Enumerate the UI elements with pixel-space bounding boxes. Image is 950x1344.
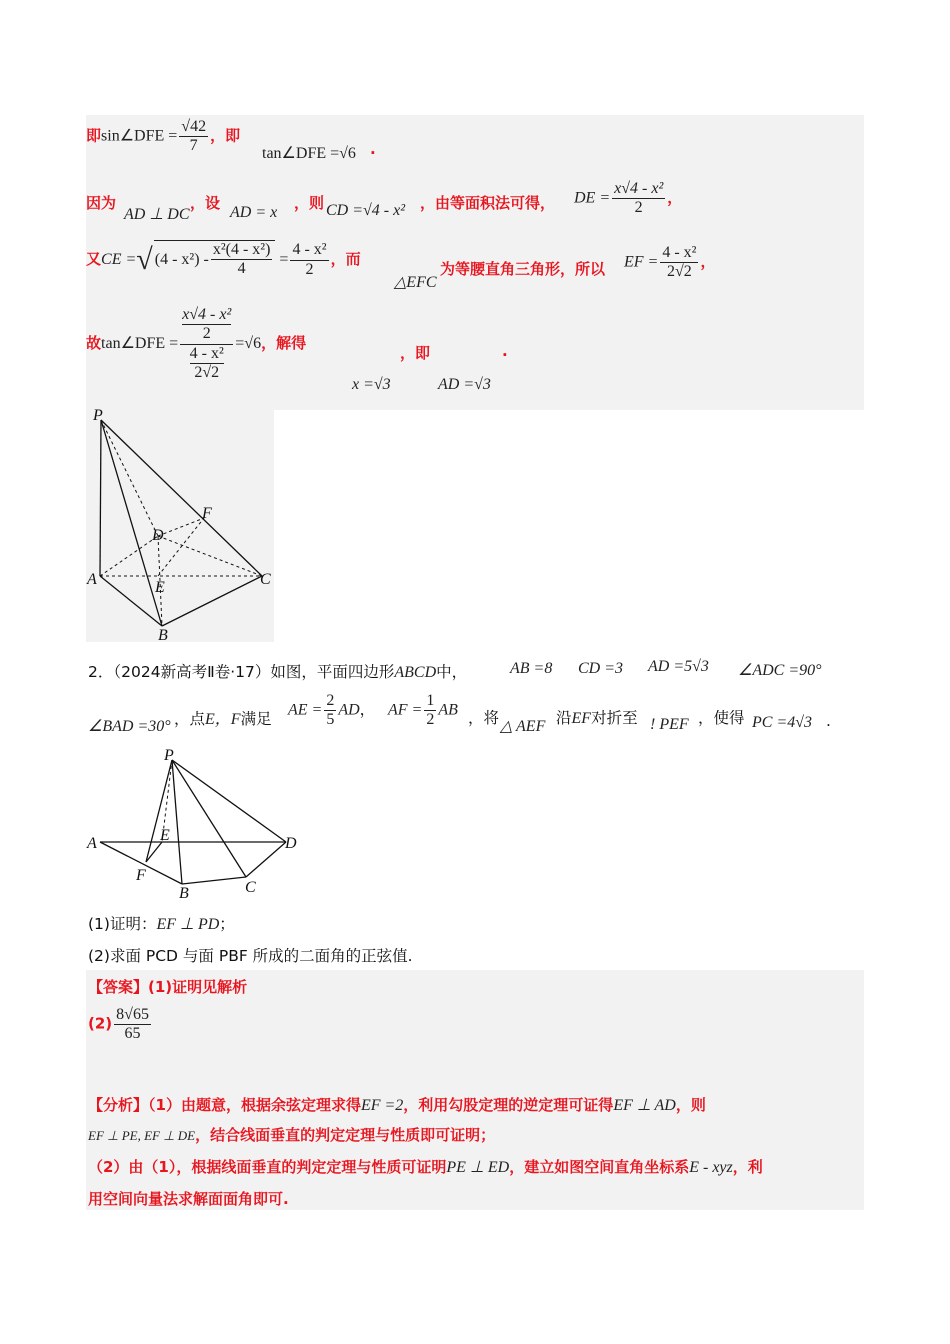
sin-fraction: $\frac{√42}{7}$ bbox=[181, 118, 207, 155]
tan-expression: tan∠DFE =√6 bbox=[262, 145, 356, 162]
label-c: C bbox=[260, 571, 271, 588]
label-a: A bbox=[87, 571, 97, 588]
label-p2: P bbox=[164, 747, 174, 764]
pyramid-figure-1 bbox=[86, 408, 274, 642]
edge-pb bbox=[101, 420, 162, 626]
solution-line-4: 故tan∠DFE = x√4 - x² 2 4 - x² 2√2 =√6，解得 bbox=[86, 306, 307, 382]
label-e2: E bbox=[160, 827, 170, 844]
solution-line-1: 即sin∠DFE = $\frac{√42}{7}$ ，即 bbox=[86, 118, 241, 155]
edge-ab bbox=[100, 576, 162, 626]
label-c2: C bbox=[245, 879, 256, 896]
edge-ad bbox=[100, 536, 158, 576]
edge-pb bbox=[172, 760, 182, 884]
question-2: (2)求面 PCD 与面 PBF 所成的二面角的正弦值. bbox=[88, 947, 413, 965]
edge-bc bbox=[162, 576, 262, 626]
label-e: E bbox=[155, 579, 165, 596]
solution-line-3: 又CE =√ (4 - x²) - $\frac{\text{x²(4 - x²)}}{4}$ = $\frac{\text{4 - x²}}{2}$ ，而 bbox=[86, 241, 361, 278]
label-d: D bbox=[152, 527, 164, 544]
label-a2: A bbox=[87, 835, 97, 852]
edge-pd bbox=[101, 420, 158, 536]
question-1: (1)证明：EF ⊥ PD； bbox=[88, 915, 235, 933]
label-b: B bbox=[158, 627, 168, 642]
pyramid-diagram-1 bbox=[86, 408, 274, 642]
label-f2: F bbox=[136, 867, 146, 884]
edge-pd bbox=[172, 760, 286, 842]
folded-figure-2 bbox=[86, 744, 316, 904]
label-b2: B bbox=[179, 885, 189, 902]
analysis-line-4: 用空间向量法求解面面角即可. bbox=[88, 1190, 289, 1208]
edge-pa bbox=[100, 420, 101, 576]
label-p: P bbox=[93, 408, 103, 424]
answer-part-2: (2) $\frac{8√65}{65}$ bbox=[88, 1006, 149, 1043]
analysis-line-2: EF ⊥ PE, EF ⊥ DE，结合线面垂直的判定定理与性质即可证明； bbox=[88, 1126, 496, 1144]
analysis-line-3: （2）由（1），根据线面垂直的判定定理与性质可证明PE ⊥ ED，建立如图空间直角坐标系E - xyz，利 bbox=[88, 1158, 763, 1176]
de-fraction: $\frac{\text{x√4 - x²}}{2}$ bbox=[614, 180, 664, 217]
answer-title: 【答案】(1)证明见解析 bbox=[88, 978, 248, 996]
folded-diagram bbox=[86, 744, 316, 904]
edge-pc bbox=[101, 420, 262, 576]
edge-cd bbox=[246, 842, 286, 877]
compound-fraction: x√4 - x² 2 4 - x² 2√2 bbox=[182, 306, 232, 382]
edge-bc bbox=[182, 877, 246, 884]
edge-pc bbox=[172, 760, 246, 877]
analysis-line-1: 【分析】（1）由题意，根据余弦定理求得EF =2，利用勾股定理的逆定理可证得EF ⊥ AD，则 bbox=[88, 1096, 706, 1114]
label-f: F bbox=[202, 505, 212, 522]
label-d2: D bbox=[285, 835, 297, 852]
problem-2-line-1: 2．（2024新高考Ⅱ卷·17）如图，平面四边形ABCD中， bbox=[88, 663, 468, 681]
